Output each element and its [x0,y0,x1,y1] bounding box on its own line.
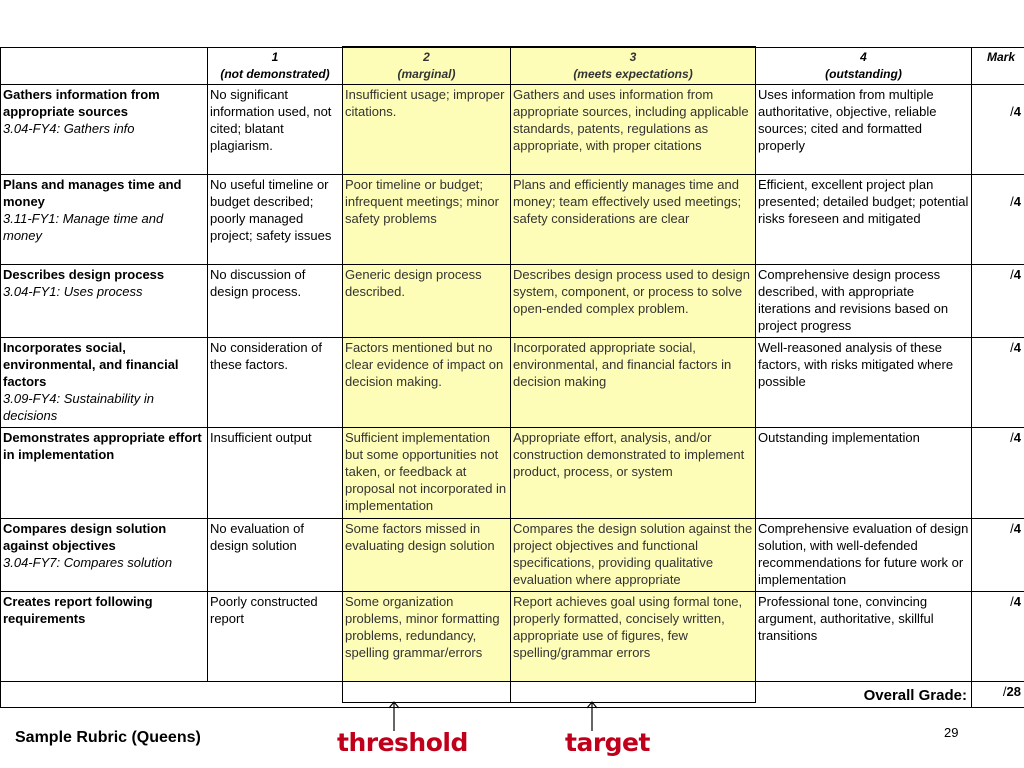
level-3-header: 3 (meets expectations) [511,48,756,85]
criterion-code: 3.04-FY7: Compares solution [3,555,173,570]
level-3-cell: Gathers and uses information from appropriate sources, including applicable standards, patents, regulations as appropriate, with proper citations [511,85,756,175]
criterion-cell [1,592,208,682]
level-2-cell: Some organization problems, minor formatting problems, redundancy, spelling grammar/errors [343,592,511,682]
criterion-cell [1,519,208,592]
target-label: target [565,728,650,757]
criterion-code: 3.04-FY1: Uses process [3,284,143,299]
criterion-title: Compares design solution against objectives [3,521,167,553]
level-2-cell: Poor timeline or budget; infrequent meetings; minor safety problems [343,175,511,265]
mark-header: Mark [972,48,1024,85]
criterion-cell [1,265,208,338]
level-1-cell: Poorly constructed report [208,592,343,682]
overall-grade-label: Overall Grade: [863,687,967,704]
criterion-title: Creates report following requirements [3,594,153,626]
rubric-row [1,592,1024,682]
level-4-cell: Comprehensive design process described, with appropriate iterations and revisions based on project progress [756,265,972,338]
level-2-cell: Factors mentioned but no clear evidence of impact on decision making. [343,338,511,428]
level-3-cell: Appropriate effort, analysis, and/or construction demonstrated to implement product, process, or system [511,428,756,519]
header-row [1,48,1024,85]
level-4-header: 4 (outstanding) [756,48,972,85]
criterion-title: Incorporates social, environmental, and financial factors [3,340,179,389]
level-3-cell: Incorporated appropriate social, environmental, and financial factors in decision making [511,338,756,428]
level-4-cell: Efficient, excellent project plan presented; detailed budget; potential risks foreseen and mitigated [756,175,972,265]
criterion-title: Plans and manages time and money [3,177,182,209]
level-4-cell: Outstanding implementation [756,428,972,519]
page-number: 29 [944,725,959,740]
level-1-cell: No significant information used, not cited; blatant plagiarism. [208,85,343,175]
level-3-cell: Compares the design solution against the project objectives and functional specifications, providing qualitative evaluation where appropriate [511,519,756,592]
criterion-title: Demonstrates appropriate effort in implementation [3,430,202,462]
mark-cell: /4 [972,338,1024,428]
mark-cell: /4 [972,519,1024,592]
level-1-header: 1 (not demonstrated) [208,48,343,85]
rubric-row [1,519,1024,592]
criteria-header-cell [1,48,208,85]
overall-row [1,682,1024,708]
level-1-cell: No discussion of design process. [208,265,343,338]
level-3-cell: Plans and efficiently manages time and money; team effectively used meetings; safety considerations are clear [511,175,756,265]
level-3-cell: Report achieves goal using formal tone, properly formatted, concisely written, appropriate use of figures, few spelling/grammar errors [511,592,756,682]
criterion-cell [1,338,208,428]
footer-title: Sample Rubric (Queens) [15,729,201,746]
overall-total: 28 [1006,684,1021,699]
criterion-code: 3.04-FY4: Gathers info [3,121,135,136]
level-1-cell: Insufficient output [208,428,343,519]
level-2-header: 2 (marginal) [343,48,511,85]
criterion-cell [1,175,208,265]
criterion-title: Gathers information from appropriate sources [3,87,160,119]
level-1-cell: No consideration of these factors. [208,338,343,428]
overall-grade-cell [1,682,972,708]
level-1-cell: No useful timeline or budget described; poorly managed project; safety issues [208,175,343,265]
criterion-cell [1,428,208,519]
level-2-cell: Some factors missed in evaluating design solution [343,519,511,592]
mark-cell: /4 [972,428,1024,519]
level-2-cell: Sufficient implementation but some opportunities not taken, or feedback at proposal not incorporated in implementation [343,428,511,519]
level-4-cell: Comprehensive evaluation of design solution, with well-defended recommendations for future work or implementation [756,519,972,592]
level-4-cell: Uses information from multiple authoritative, objective, reliable sources; cited and formatted properly [756,85,972,175]
rubric-row [1,175,1024,265]
level-2-cell: Generic design process described. [343,265,511,338]
mark-cell: /4 [972,265,1024,338]
level-4-cell: Professional tone, convincing argument, authoritative, skillful transitions [756,592,972,682]
level-4-cell: Well-reasoned analysis of these factors, with risks mitigated where possible [756,338,972,428]
rubric-row [1,428,1024,519]
rubric-row [1,338,1024,428]
mark-cell: /4 [972,592,1024,682]
level-2-cell: Insufficient usage; improper citations. [343,85,511,175]
rubric-table [0,47,1024,708]
rubric-row [1,265,1024,338]
criterion-code: 3.11-FY1: Manage time and money [3,211,164,243]
mark-cell: /4 [972,85,1024,175]
criterion-title: Describes design process [3,267,165,282]
rubric-row [1,85,1024,175]
overall-mark-cell: /28 [972,682,1024,708]
level-3-cell: Describes design process used to design system, component, or process to solve open-ended complex problem. [511,265,756,338]
threshold-label: threshold [337,728,468,757]
level-1-cell: No evaluation of design solution [208,519,343,592]
mark-cell: /4 [972,175,1024,265]
criterion-code: 3.09-FY4: Sustainability in decisions [3,391,155,423]
criterion-cell [1,85,208,175]
